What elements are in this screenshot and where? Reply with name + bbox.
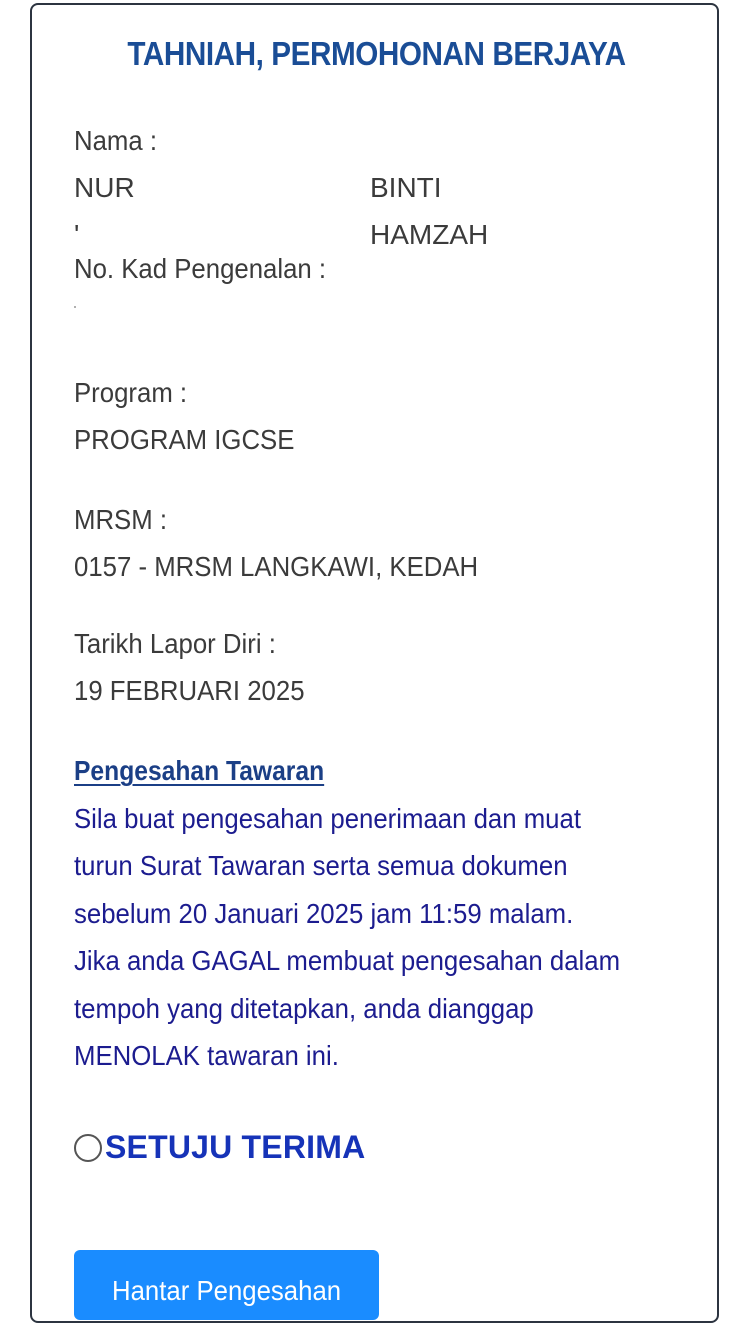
offer-confirmation-notice <box>74 747 714 1080</box>
notice-line: tempoh yang ditetapkan, anda dianggap <box>74 992 534 1024</box>
page-title: TAHNIAH, PERMOHONAN BERJAYA <box>127 35 626 72</box>
field-program <box>74 369 694 463</box>
agree-accept-radio[interactable] <box>74 1134 102 1162</box>
notice-heading: Pengesahan Tawaran <box>74 755 325 786</box>
notice-line: Sila buat pengesahan penerimaan dan muat <box>74 802 581 834</box>
submit-confirmation-button[interactable] <box>74 1250 379 1320</box>
program-value: PROGRAM IGCSE <box>74 424 295 455</box>
notice-body <box>74 795 714 1080</box>
notice-line: sebelum 20 Januari 2025 jam 11:59 malam. <box>74 897 574 929</box>
field-kad-pengenalan <box>74 245 694 308</box>
tarikh-lapor-diri-value: 19 FEBRUARI 2025 <box>74 675 305 706</box>
program-label: Program : <box>74 377 188 408</box>
redacted-mark <box>74 306 76 308</box>
mrsm-value: 0157 - MRSM LANGKAWI, KEDAH <box>74 551 479 582</box>
nama-value-last: BINTI HAMZAH <box>370 172 489 250</box>
notice-line: Jika anda GAGAL membuat pengesahan dalam <box>74 945 621 976</box>
notice-line: turun Surat Tawaran serta semua dokumen <box>74 850 568 881</box>
nama-value-first: NUR ' <box>74 172 135 250</box>
offer-result-card <box>30 3 719 1323</box>
field-tarikh-lapor-diri <box>74 620 694 714</box>
agree-accept-label[interactable]: SETUJU TERIMA <box>105 1129 366 1165</box>
submit-confirmation-label: Hantar Pengesahan <box>111 1275 342 1306</box>
field-mrsm <box>74 496 694 590</box>
mrsm-label: MRSM : <box>74 504 168 535</box>
agree-accept-option[interactable] <box>74 1129 365 1166</box>
nama-label: Nama : <box>74 125 158 156</box>
tarikh-lapor-diri-label: Tarikh Lapor Diri : <box>74 628 276 659</box>
kad-pengenalan-label: No. Kad Pengenalan : <box>74 253 327 284</box>
notice-line: MENOLAK tawaran ini. <box>74 1040 339 1071</box>
field-nama <box>74 117 694 250</box>
